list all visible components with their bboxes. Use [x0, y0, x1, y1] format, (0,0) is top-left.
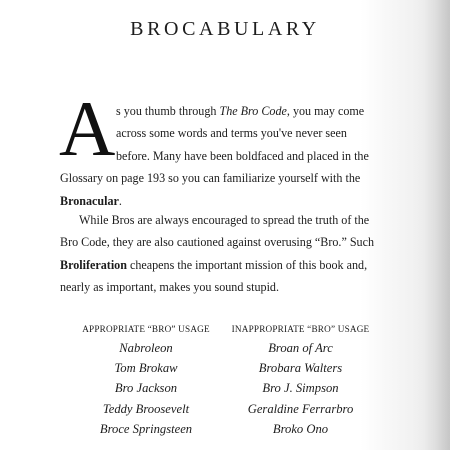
list-item: Geraldine Ferrarbro	[247, 401, 354, 416]
list-item: Broko Ono	[272, 421, 329, 436]
appropriate-list	[74, 338, 218, 439]
list-item: Bro J. Simpson	[262, 381, 339, 396]
list-item: Tom Brokaw	[114, 361, 178, 376]
list-item: Broan of Arc	[268, 341, 333, 355]
inappropriate-list	[225, 338, 376, 439]
list-item: Bro Jackson	[114, 381, 178, 396]
list-item: Nabroleon	[119, 341, 173, 355]
inappropriate-column	[225, 320, 376, 439]
intro-line-1: s you thumb through The Bro Code, you may come	[116, 104, 365, 118]
para2-line-1: While Bros are always encouraged to spread the truth of the	[79, 213, 370, 227]
intro-line-3: before. Many have been boldfaced and placed in the	[116, 148, 369, 163]
list-item: Broce Springsteen	[99, 421, 193, 436]
second-paragraph	[60, 209, 390, 299]
para2-line-3: Broliferation cheapens the important mission of this book and,	[60, 257, 368, 272]
bold-term-bronacular: Bronacular	[60, 193, 119, 208]
intro-line-4: Glossary on page 193 so you can familiarize yourself with the	[60, 171, 361, 186]
drop-cap: A	[59, 85, 116, 172]
list-item: Brobara Walters	[258, 361, 343, 376]
appropriate-column	[74, 320, 218, 439]
page-title: BROCABULARY	[130, 18, 320, 40]
intro-line-2: across some words and terms you've never seen	[116, 126, 347, 141]
intro-paragraph	[60, 100, 390, 212]
appropriate-header: APPROPRIATE “BRO” USAGE	[82, 324, 210, 334]
inappropriate-header: INAPPROPRIATE “BRO” USAGE	[231, 324, 370, 334]
list-item: Teddy Broosevelt	[102, 401, 190, 416]
bold-term-broliferation: Broliferation	[60, 257, 127, 272]
para2-line-2: Bro Code, they are also cautioned against overusing “Bro.” Such	[60, 235, 375, 250]
para2-line-4: nearly as important, makes you sound stupid.	[60, 280, 279, 295]
intro-line-5: Bronacular.	[60, 193, 122, 208]
scan-shadow-edge	[424, 0, 450, 450]
book-title: The Bro Code	[219, 104, 287, 118]
